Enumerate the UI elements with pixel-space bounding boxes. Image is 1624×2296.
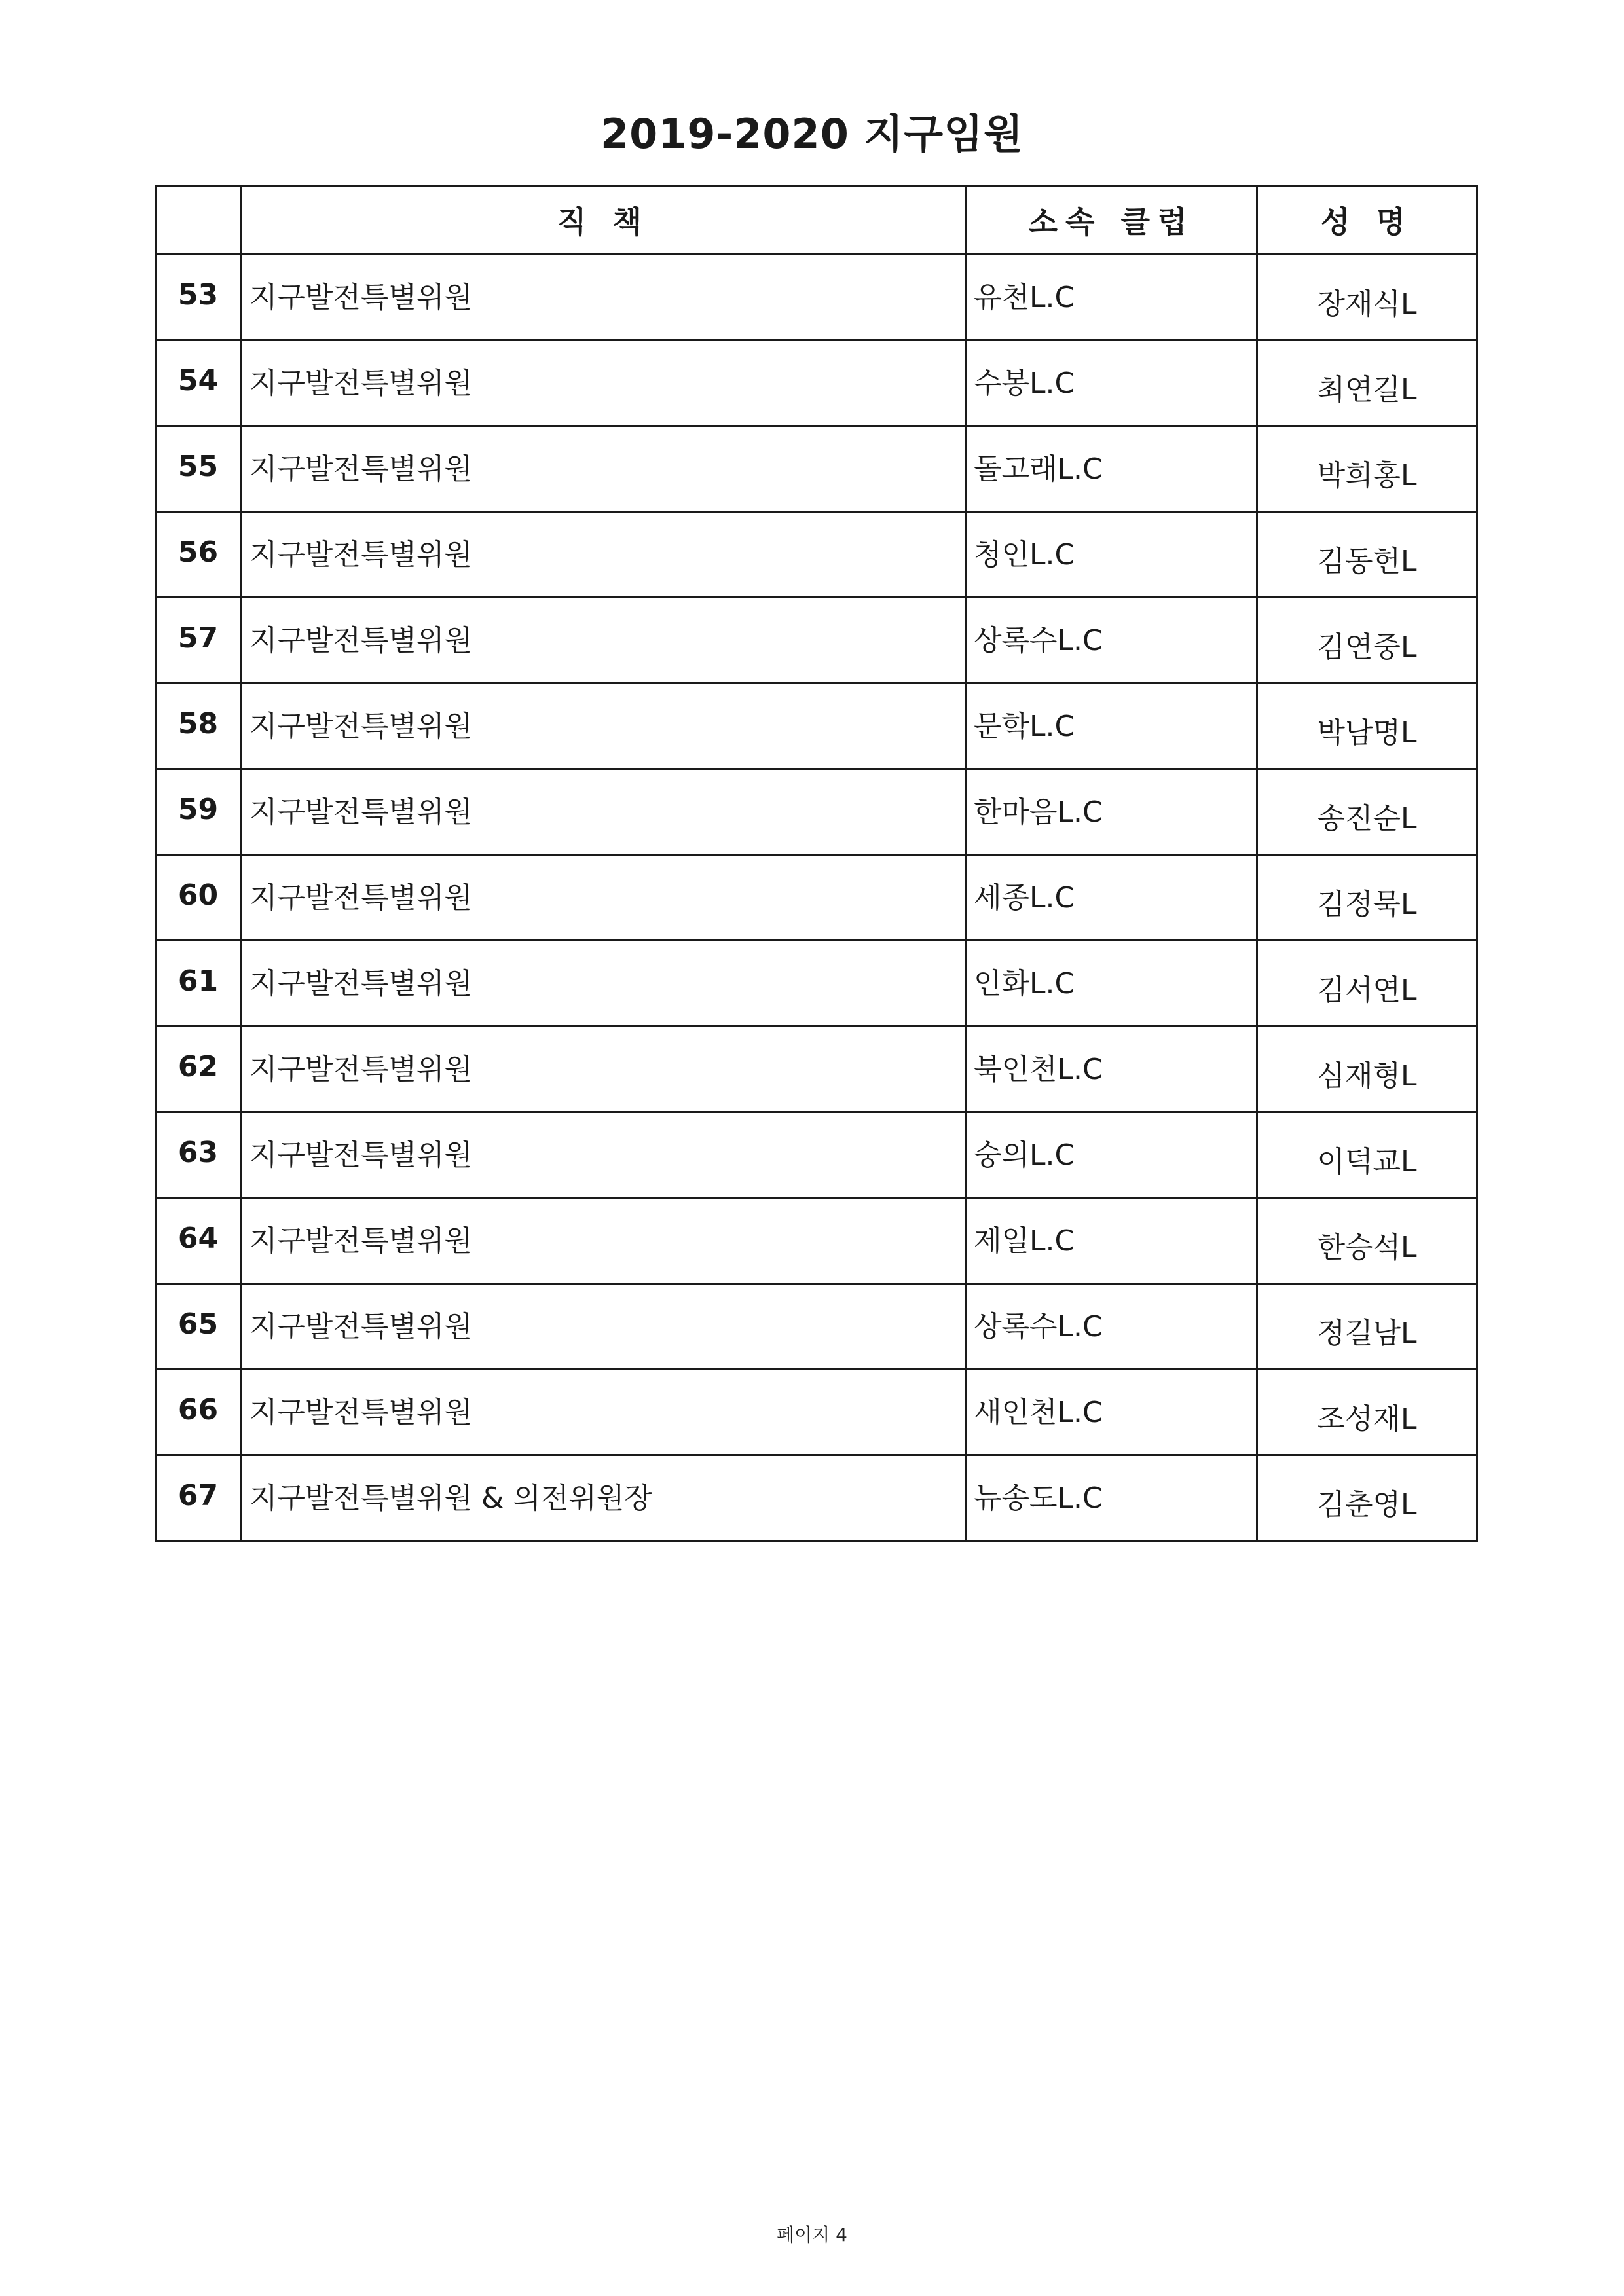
table-row: [156, 1198, 1477, 1284]
row-name: [1257, 1455, 1477, 1541]
row-name: [1257, 1112, 1477, 1198]
row-club: [967, 855, 1257, 941]
table-row: [156, 340, 1477, 426]
row-number: [156, 1370, 241, 1455]
row-name: [1257, 1284, 1477, 1370]
row-name-text: 조성재L: [1317, 1402, 1417, 1436]
row-name: [1257, 855, 1477, 941]
row-position-text: 지구발전특별위원: [249, 1310, 473, 1343]
row-club: [967, 683, 1257, 769]
row-position-text: 지구발전특별위원: [249, 881, 473, 915]
table-row: [156, 1370, 1477, 1455]
row-club: [967, 1284, 1257, 1370]
row-name-text: 박남명L: [1317, 716, 1417, 750]
row-position-text: 지구발전특별위원: [249, 967, 473, 1000]
row-club: [967, 426, 1257, 512]
row-position: [241, 1027, 967, 1112]
table-row: [156, 598, 1477, 683]
row-club: [967, 769, 1257, 855]
row-club-text: 인화L.C: [974, 967, 1075, 1000]
row-number-text: 58: [177, 706, 219, 740]
row-name-text: 장재식L: [1317, 287, 1417, 321]
row-club: [967, 512, 1257, 598]
row-position: [241, 1112, 967, 1198]
row-position: [241, 769, 967, 855]
row-name-text: 송진순L: [1317, 802, 1417, 835]
row-club-text: 상록수L.C: [974, 1310, 1103, 1343]
row-name-text: 김정묵L: [1317, 888, 1417, 921]
row-club: [967, 1370, 1257, 1455]
header-position: 직 책: [241, 186, 967, 255]
row-club: [967, 1112, 1257, 1198]
row-position: [241, 255, 967, 340]
row-club-text: 북인천L.C: [974, 1053, 1103, 1086]
row-name: [1257, 512, 1477, 598]
row-club: [967, 1027, 1257, 1112]
row-position-text: 지구발전특별위원: [249, 795, 473, 829]
row-name: [1257, 255, 1477, 340]
row-position: [241, 426, 967, 512]
header-number: [156, 186, 241, 255]
row-name: [1257, 1370, 1477, 1455]
header-name: 성 명: [1257, 186, 1477, 255]
row-position: [241, 598, 967, 683]
row-number: [156, 1455, 241, 1541]
row-name: [1257, 1198, 1477, 1284]
row-club: [967, 340, 1257, 426]
row-number: [156, 426, 241, 512]
row-number: [156, 1198, 241, 1284]
row-number-text: 57: [177, 621, 219, 655]
table-row: [156, 512, 1477, 598]
header-club: 소속 클럽: [967, 186, 1257, 255]
table-row: [156, 1284, 1477, 1370]
row-number-text: 60: [177, 878, 219, 912]
row-position: [241, 512, 967, 598]
row-number-text: 66: [177, 1393, 219, 1427]
table-row: [156, 683, 1477, 769]
row-position-text: 지구발전특별위원: [249, 367, 473, 400]
officer-table: [155, 185, 1478, 1542]
row-number: [156, 598, 241, 683]
row-name-text: 김서연L: [1317, 974, 1417, 1007]
row-club-text: 제일L.C: [974, 1224, 1075, 1258]
row-club-text: 상록수L.C: [974, 624, 1103, 657]
row-position: [241, 1284, 967, 1370]
row-number: [156, 769, 241, 855]
row-name-text: 정길남L: [1317, 1317, 1417, 1350]
row-name-text: 김연중L: [1317, 630, 1417, 664]
row-position-text: 지구발전특별위원: [249, 452, 473, 486]
row-position: [241, 1198, 967, 1284]
table-row: [156, 941, 1477, 1027]
row-name-text: 심재형L: [1317, 1059, 1417, 1093]
row-position-text: 지구발전특별위원: [249, 710, 473, 743]
row-club-text: 한마음L.C: [974, 795, 1103, 829]
row-position: [241, 683, 967, 769]
row-number-text: 55: [177, 449, 219, 483]
row-number-text: 64: [177, 1221, 219, 1255]
row-number: [156, 1027, 241, 1112]
row-position-text: 지구발전특별위원: [249, 538, 473, 572]
row-number-text: 53: [177, 278, 219, 312]
row-position-text: 지구발전특별위원: [249, 1139, 473, 1172]
row-position-text: 지구발전특별위원: [249, 281, 473, 314]
row-number-text: 61: [177, 964, 219, 998]
row-name-text: 김동헌L: [1317, 545, 1417, 578]
row-club-text: 수봉L.C: [974, 367, 1075, 400]
row-number-text: 59: [177, 792, 219, 826]
row-position-text: 지구발전특별위원: [249, 1224, 473, 1258]
table-row: [156, 855, 1477, 941]
row-name-text: 한승석L: [1317, 1231, 1417, 1264]
row-position: [241, 1455, 967, 1541]
row-number-text: 63: [177, 1135, 219, 1169]
row-name: [1257, 769, 1477, 855]
row-position-text: 지구발전특별위원: [249, 624, 473, 657]
row-club-text: 유천L.C: [974, 281, 1075, 314]
row-position-text: 지구발전특별위원: [249, 1396, 473, 1429]
row-position: [241, 1370, 967, 1455]
row-club: [967, 598, 1257, 683]
row-name-text: 김춘영L: [1317, 1488, 1417, 1522]
row-number-text: 67: [177, 1478, 219, 1512]
row-number: [156, 1284, 241, 1370]
row-number: [156, 255, 241, 340]
row-name: [1257, 683, 1477, 769]
row-name: [1257, 426, 1477, 512]
row-number-text: 65: [177, 1307, 219, 1341]
table-row: [156, 426, 1477, 512]
row-name-text: 박희홍L: [1317, 459, 1417, 492]
row-number: [156, 683, 241, 769]
row-club-text: 뉴송도L.C: [974, 1482, 1103, 1515]
row-club: [967, 1455, 1257, 1541]
row-position: [241, 340, 967, 426]
row-club-text: 문학L.C: [974, 710, 1075, 743]
table-row: [156, 1112, 1477, 1198]
table-body: [156, 255, 1477, 1541]
row-name: [1257, 340, 1477, 426]
row-name: [1257, 1027, 1477, 1112]
row-club-text: 새인천L.C: [974, 1396, 1103, 1429]
table-header-row: [156, 186, 1477, 255]
row-position-text: 지구발전특별위원 & 의전위원장: [249, 1482, 652, 1515]
row-number-text: 54: [177, 363, 219, 397]
row-number: [156, 340, 241, 426]
page-title: 2019-2020 지구임원: [600, 110, 1024, 158]
row-club-text: 세종L.C: [974, 881, 1075, 915]
row-number: [156, 855, 241, 941]
row-name-text: 이덕교L: [1317, 1145, 1417, 1178]
table-row: [156, 255, 1477, 340]
row-club: [967, 255, 1257, 340]
row-name-text: 최연길L: [1317, 373, 1417, 407]
row-club-text: 청인L.C: [974, 538, 1075, 572]
table-row: [156, 1027, 1477, 1112]
row-club-text: 돌고래L.C: [974, 452, 1103, 486]
row-name: [1257, 941, 1477, 1027]
row-position: [241, 855, 967, 941]
row-number-text: 56: [177, 535, 219, 569]
row-position: [241, 941, 967, 1027]
row-number: [156, 512, 241, 598]
row-number: [156, 1112, 241, 1198]
row-number-text: 62: [177, 1049, 219, 1084]
row-position-text: 지구발전특별위원: [249, 1053, 473, 1086]
table-row: [156, 1455, 1477, 1541]
page-number: 페이지 4: [777, 2224, 847, 2246]
row-name: [1257, 598, 1477, 683]
row-number: [156, 941, 241, 1027]
table-row: [156, 769, 1477, 855]
row-club: [967, 1198, 1257, 1284]
row-club-text: 숭의L.C: [974, 1139, 1075, 1172]
row-club: [967, 941, 1257, 1027]
table-header: [156, 186, 1477, 255]
